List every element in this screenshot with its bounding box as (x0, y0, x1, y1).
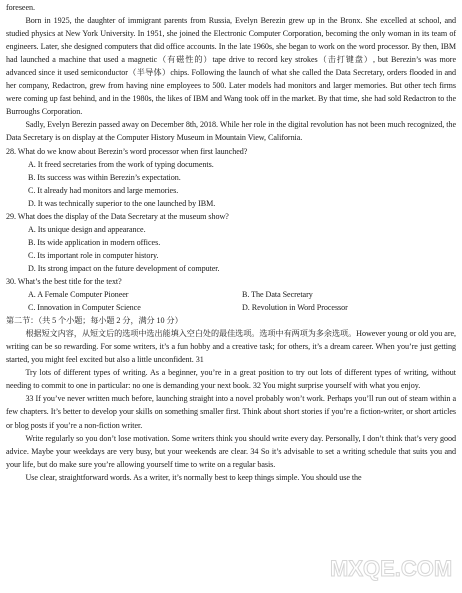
question-28 (6, 145, 456, 210)
question-stem: 28. What do we know about Berezin’s word processor when first launched? (6, 146, 248, 156)
question-29 (6, 210, 456, 275)
section-2-paragraph-5: Use clear, straightforward words. As a writer, it’s normally best to keep things simple. You should use the (25, 472, 362, 482)
option-c: C. It already had monitors and large memories. (28, 185, 179, 195)
option-c: C. Innovation in Computer Science (28, 303, 141, 313)
section-2-heading: 第二节：（共 5 个小题；每小题 2 分，满分 10 分） (6, 316, 183, 326)
section-2-paragraph-3: 33 If you’ve never written much before, launching straight into a novel probably won’t work. Perhaps you’ll run out of steam within a few chapters. It’s better to develop your skills on something smaller first. Think about short stories if you’re a fiction-writer, or short articles or blog posts if you’re a non-fiction writer. (6, 394, 456, 430)
section-2-instructions: 根据短文内容，从短文后的选项中选出能填入空白处的最佳选项。选项中有两项为多余选项。 (25, 329, 357, 339)
top-line: foreseen. (6, 3, 35, 12)
option-d: D. Revolution in Word Processor (242, 303, 348, 313)
section-2-paragraph-1 (6, 327, 456, 366)
option-c: C. Its important role in computer history. (28, 250, 159, 260)
section-2-intro-text: However young or old you are, writing can be so rewarding. For some writers, it’s a fun hobby and a creative task; for others, it’s a dream career. When you’re just getting started, you might feel excited but also a little unconfident. 31 (6, 329, 456, 365)
option-row-1 (6, 288, 456, 301)
option-a: A. A Female Computer Pioneer (28, 290, 129, 300)
passage-paragraph-1: Born in 1925, the daughter of immigrant parents from Russia, Evelyn Berezin grew up in the Bronx. She excelled at school, and studied physics at New York University. In 1951, she joined the Electronic Computer Corporation, becoming the only woman in its team of engineers. Later, she designed computers that did office accounts. In the late 1960s, she began to work on the word processor. By then, IBM had launched a machine that used a magnetic（有磁性的）tape drive to record key strokes（击打键盘）, but Berezin’s was more advanced since it used semiconductor（半导体）chips. Following the launch of what she called the Data Secretary, orders flooded in and her company, Redactron, grew from having nine employees to 500. Later models had monitors and larger memories. But other tech firms were coming up fast behind, and in the 1980s, the likes of IBM and Wang took off in the market. By that time, she had sold Redactron to the Burroughs Corporation. (6, 16, 456, 117)
passage-paragraph-2: Sadly, Evelyn Berezin passed away on December 8th, 2018. While her role in the digital revolution has not been much recognized, the Data Secretary is on display at the Computer History Museum in Mountain View, California. (6, 120, 456, 143)
option-row-2 (6, 301, 456, 314)
option-b: B. The Data Secretary (242, 290, 313, 300)
option-b: B. Its wide application in modern offices. (28, 237, 161, 247)
question-stem: 29. What does the display of the Data Secretary at the museum show? (6, 211, 229, 221)
option-a: A. It freed secretaries from the work of typing documents. (28, 159, 214, 169)
option-d: D. It was technically superior to the one launched by IBM. (28, 198, 216, 208)
option-a: A. Its unique design and appearance. (28, 224, 146, 234)
watermark-label: MXQE.COM (330, 556, 453, 581)
option-b: B. Its success was within Berezin’s expectation. (28, 172, 181, 182)
question-stem: 30. What’s the best title for the text? (6, 276, 122, 286)
option-d: D. Its strong impact on the future development of computer. (28, 263, 220, 273)
section-2-paragraph-4: Write regularly so you don’t lose motivation. Some writers think you should write every day. Personally, I don’t think that’s very good advice. Maybe your weekdays are very busy, but your weekends are clear. 34 So it’s advisable to set a writing schedule that suits you and your life, but do make sure you’re allowing yourself time to write on a regular basis. (6, 433, 456, 469)
section-2-paragraph-2: Try lots of different types of writing. As a beginner, you’re in a great position to try out lots of different types of writing, without needing to commit to one in particular: no one is demanding your next book. 32 You might surprise yourself with what you enjoy. (6, 368, 456, 391)
question-30 (6, 275, 456, 314)
